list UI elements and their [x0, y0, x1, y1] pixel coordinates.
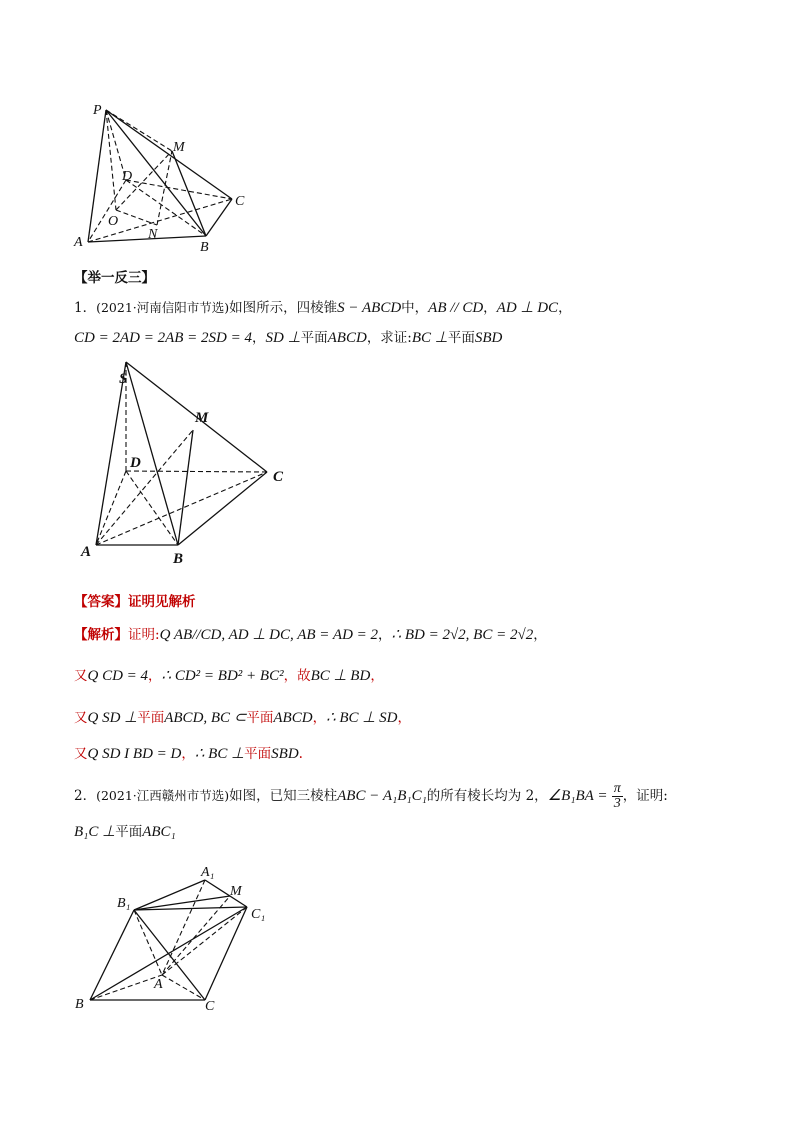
analysis-line-2: 又Q CD = 4，∴ CD² = BD² + BC²，故BC ⊥ BD，	[74, 668, 384, 684]
label-n: N	[148, 227, 158, 242]
question-source: (2021·河南信阳市节选)	[96, 300, 230, 315]
question-2-line-1: 2．(2021·江西赣州市节选)如图，已知三棱柱ABC − A₁B₁C₁的所有棱长均为 2，∠B₁BA = $\frac{\pi}{3}$ ，证明:	[74, 781, 668, 811]
label-d: D	[130, 455, 141, 471]
analysis-line-3: 又Q SD ⊥平面ABCD, BC ⊂平面ABCD，∴ BC ⊥ SD，	[74, 710, 411, 726]
question-source: (2021·江西赣州市节选)	[96, 788, 230, 803]
analysis-line-1: 【解析】证明:Q AB//CD, AD ⊥ DC, AB = AD = 2，∴ BD = 2√2, BC = 2√2，	[74, 627, 547, 643]
label-m: M	[195, 410, 209, 426]
label-b: B	[75, 997, 84, 1012]
analysis-line-4: 又Q SD I BD = D，∴ BC ⊥平面SBD.	[74, 746, 303, 762]
label-b: B	[173, 551, 184, 567]
question-number: 2．	[74, 788, 97, 804]
label-c1: C₁	[251, 907, 266, 922]
label-s: S	[119, 371, 128, 387]
label-m: M	[173, 140, 185, 155]
label-a: A	[81, 544, 92, 560]
label-p: P	[93, 103, 102, 118]
label-d: D	[122, 169, 133, 184]
analysis-tag: 【解析】	[74, 627, 128, 643]
answer-tag: 【答案】	[74, 594, 128, 610]
label-c: C	[205, 999, 215, 1014]
label-a: A	[74, 235, 83, 250]
question-number: 1．	[74, 300, 97, 316]
fraction-pi-over-3: $\frac{\pi}{3}$	[613, 781, 621, 811]
label-a: A	[154, 977, 163, 992]
label-o: O	[108, 214, 119, 229]
label-c: C	[273, 469, 284, 485]
question-2-line-2: B₁C ⊥平面ABC₁	[74, 824, 176, 840]
label-m: M	[230, 884, 242, 899]
answer-text: 证明见解析	[128, 594, 196, 610]
question-1-line-1: 1．(2021·河南信阳市节选)如图所示，四棱锥S − ABCD中，AB // CD，AD ⊥ DC，	[74, 300, 572, 316]
label-a1: A₁	[201, 865, 215, 880]
section-heading: 【举一反三】	[74, 270, 155, 286]
label-b: B	[200, 240, 209, 255]
question-1-line-2: CD = 2AD = 2AB = 2SD = 4，SD ⊥平面ABCD，求证:BC ⊥平面SBD	[74, 330, 503, 346]
label-b1: B₁	[117, 896, 131, 911]
label-c: C	[235, 194, 245, 209]
